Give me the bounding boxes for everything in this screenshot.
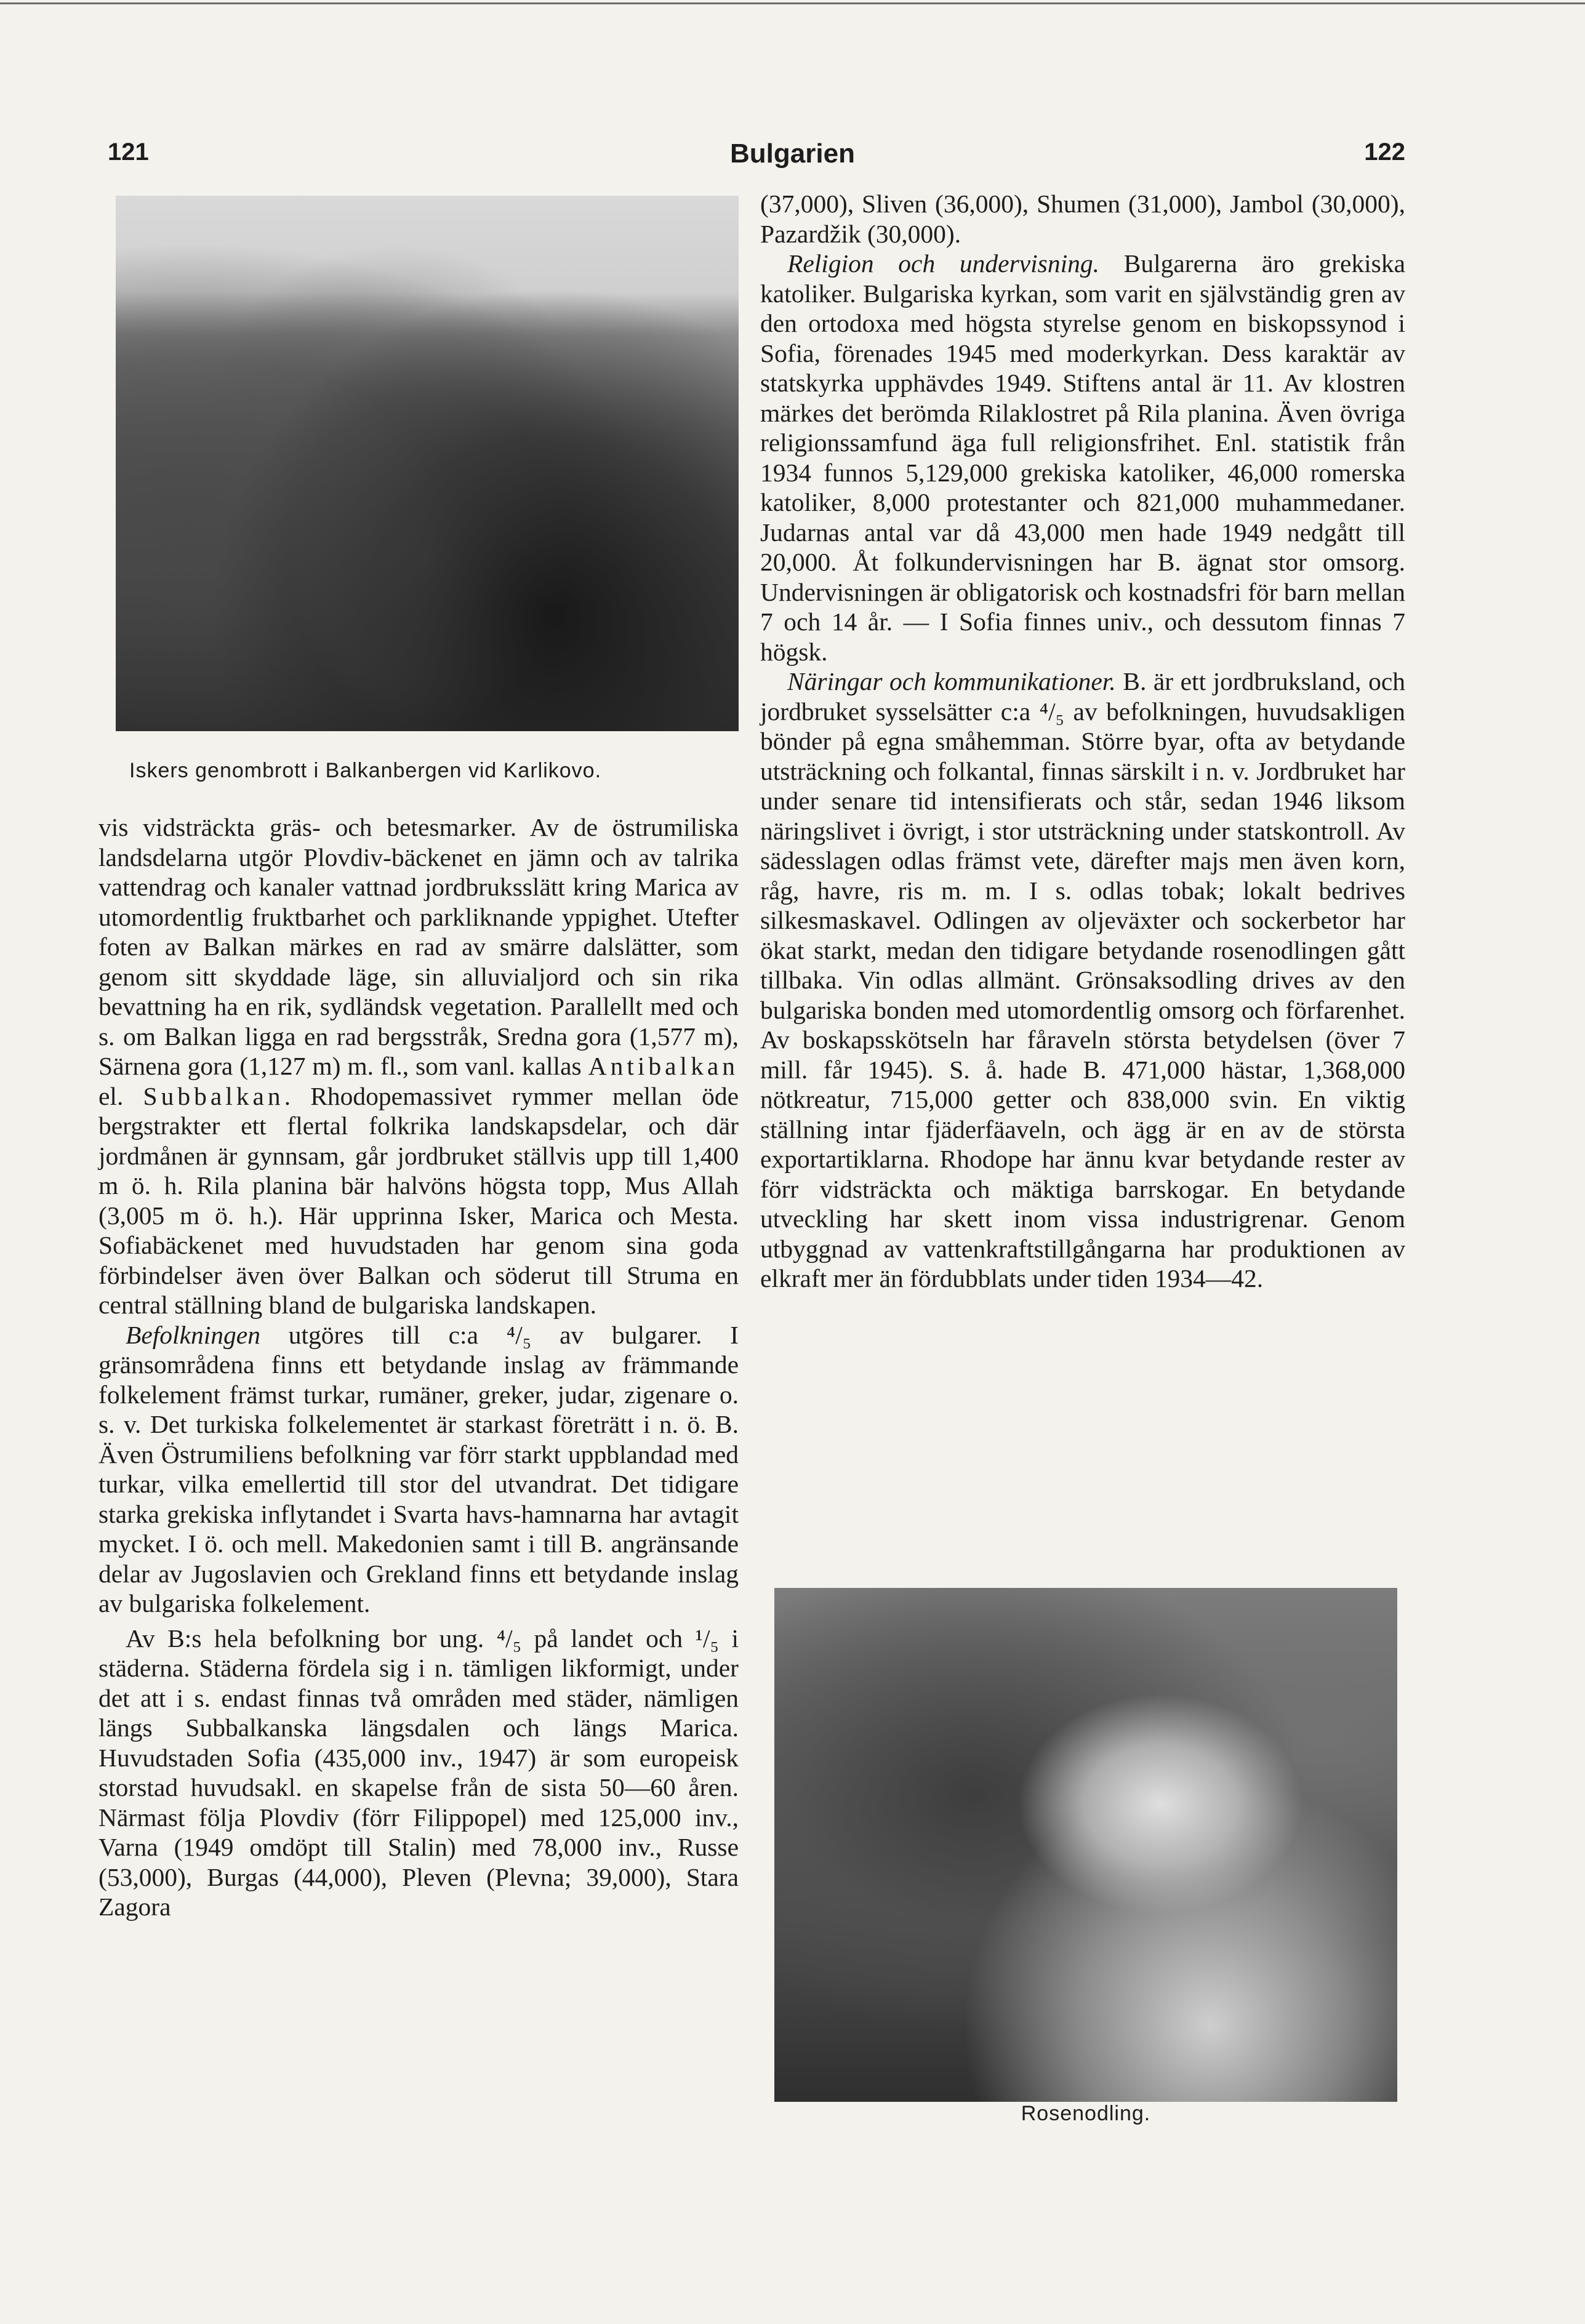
landscape-photo bbox=[116, 196, 739, 731]
right-p0-text: (37,000), Sliven (36,000), Shumen (31,000), Jambol (30,000), Pazardžik (30,000). bbox=[760, 190, 1405, 248]
right-p2-lead: Näringar och kommunikationer. bbox=[787, 667, 1116, 695]
running-head bbox=[0, 138, 1585, 175]
right-p2-text: B. är ett jordbruksland, och jordbruket sysselsätter c:a ⁴/₅ av befolkningen, huvudsakligen bönder på egna småhemman. Större byar, ofta av betydande utsträckning och folkantal, finnas särskilt i n. v. Jordbruket har under senare tid intensifierats och står, sedan 1946 liksom näringslivet i övrigt, i stor utsträckning under statskontroll. Av sädesslagen odlas främst vete, därefter majs men även korn, råg, havre, ris m. m. I s. odlas tobak; lokalt bedrives silkesmaskavel. Odlingen av oljeväxter och sockerbetor har ökat starkt, medan den tidigare betydande rosenodlingen gått tillbaka. Vin odlas allmänt. Grönsaksodling drives av den bulgariska bonden med utomordentlig omsorg och förfarenhet. Av boskapsskötseln har fåraveln största betydelsen (över 7 mill. får 1945). S. å. hade B. 471,000 hästar, 1,368,000 nötkreatur, 715,000 getter och 838,000 svin. En viktig ställning intar fjäderfäaveln, och ägg är en av de största exportartiklarna. Rhodope har ännu kvar betydande rester av förr vidsträckta och mäktiga barrskogar. En betydande utveckling har skett inom vissa industrigrenar. Genom utbyggnad av vattenkraftstillgångarna har produktionen av elkraft mer än fördubblats under tiden 1934—42. bbox=[760, 667, 1405, 1292]
left-p1-end: . Rhodopemassivet rymmer mellan öde bergstrakter ett flertal folkrika landskapsdelar, och där jordmånen är gynnsam, går jordbruket ställvis upp till 1,400 m ö. h. Rila planina bär halvöns högsta topp, Mus Allah (3,005 m ö. h.). Här upprinna Isker, Marica och Mesta. Sofiabäckenet med huvudstaden har genom sina goda förbindelser även över Balkan och söderut till Struma en central ställning bland de bulgariska landskapen. bbox=[98, 1081, 739, 1319]
right-column bbox=[760, 189, 1405, 1294]
right-paragraph-1 bbox=[760, 249, 1405, 667]
landscape-caption: Iskers genombrott i Balkanbergen vid Karlikovo. bbox=[129, 759, 602, 782]
left-paragraph-3 bbox=[98, 1624, 739, 1922]
right-paragraph-2 bbox=[760, 667, 1405, 1294]
page-number-right: 122 bbox=[1364, 138, 1405, 166]
left-column bbox=[98, 812, 739, 1922]
rose-harvest-photo bbox=[774, 1588, 1397, 2102]
left-p1-mid: el. bbox=[98, 1081, 124, 1110]
right-p1-lead: Religion och undervisning. bbox=[787, 249, 1099, 278]
left-paragraph-1 bbox=[98, 812, 739, 1320]
left-p2-text: utgöres till c:a ⁴/₅ av bulgarer. I gränsområdena finns ett betydande inslag av främmande folkelement främst turkar, rumäner, greker, judar, zigenare o. s. v. Det turkiska folkelementet är starkast företrätt i n. ö. B. Även Östrumiliens befolkning var förr starkt uppblandad med turkar, vilka emellertid till stor del utvandrat. Det tidigare starka grekiska inflytandet i Svarta havs-hamnarna har avtagit mycket. I ö. och mell. Makedonien samt i till B. angränsande delar av Jugoslavien och Grekland finns ett betydande inslag av bulgariska folkelement. bbox=[98, 1320, 739, 1617]
left-p1-spaced-2: Subbalkan bbox=[143, 1081, 284, 1110]
right-paragraph-0 bbox=[760, 189, 1405, 249]
page-number-left: 121 bbox=[108, 138, 149, 166]
top-rule bbox=[0, 2, 1585, 4]
rose-caption: Rosenodling. bbox=[1021, 2102, 1151, 2125]
left-p2-lead: Befolkningen bbox=[126, 1320, 260, 1349]
page-title: Bulgarien bbox=[730, 138, 855, 169]
right-p1-text: Bulgarerna äro grekiska katoliker. Bulgariska kyrkan, som varit en självständig gren av den ortodoxa med högsta styrelse genom en biskopssynod i Sofia, förenades 1945 med moderkyrkan. Dess karaktär av statskyrka upphävdes 1949. Stiftens antal är 11. Av klostren märkes det berömda Rilaklostret på Rila planina. Även övriga religionssamfund äga full religionsfrihet. Enl. statistik från 1934 funnos 5,129,000 grekiska katoliker, 46,000 romerska katoliker, 8,000 protestanter och 821,000 muhammedaner. Judarnas antal var då 43,000 men hade 1949 nedgått till 20,000. Åt folkundervisningen har B. ägnat stor omsorg. Undervisningen är obligatorisk och kostnadsfri för barn mellan 7 och 14 år. — I Sofia finnes univ., och dessutom finnas 7 högsk. bbox=[760, 249, 1405, 666]
left-paragraph-2 bbox=[98, 1320, 739, 1619]
left-p1-text: vis vidsträckta gräs- och betesmarker. Av de östrumiliska landsdelarna utgör Plovdiv-bäckenet en jämn och av talrika vattendrag och kanaler vattnad jordbruksslätt kring Marica av utomordentlig fruktbarhet och parkliknande yppighet. Utefter foten av Balkan märkes en rad av smärre dalslätter, som genom sitt skyddade läge, sin alluvialjord och sin rika bevattning ha en rik, sydländsk vegetation. Parallellt med och s. om Balkan ligga en rad bergsstråk, Sredna gora (1,577 m), Särnena gora (1,127 m) m. fl., som vanl. kallas bbox=[98, 813, 739, 1080]
left-p3-text: Av B:s hela befolkning bor ung. ⁴/₅ på landet och ¹/₅ i städerna. Städerna fördela sig i n. tämligen likformigt, under det att i s. endast finnas två områden med städer, nämligen längs Subbalkanska längsdalen och längs Marica. Huvudstaden Sofia (435,000 inv., 1947) är som europeisk storstad huvudsakl. en skapelse från de sista 50—60 åren. Närmast följa Plovdiv (förr Filippopel) med 125,000 inv., Varna (1949 omdöpt till Stalin) med 78,000 inv., Russe (53,000), Burgas (44,000), Pleven (Plevna; 39,000), Stara Zagora bbox=[98, 1624, 739, 1921]
left-p1-spaced-1: Antibalkan bbox=[588, 1052, 739, 1080]
